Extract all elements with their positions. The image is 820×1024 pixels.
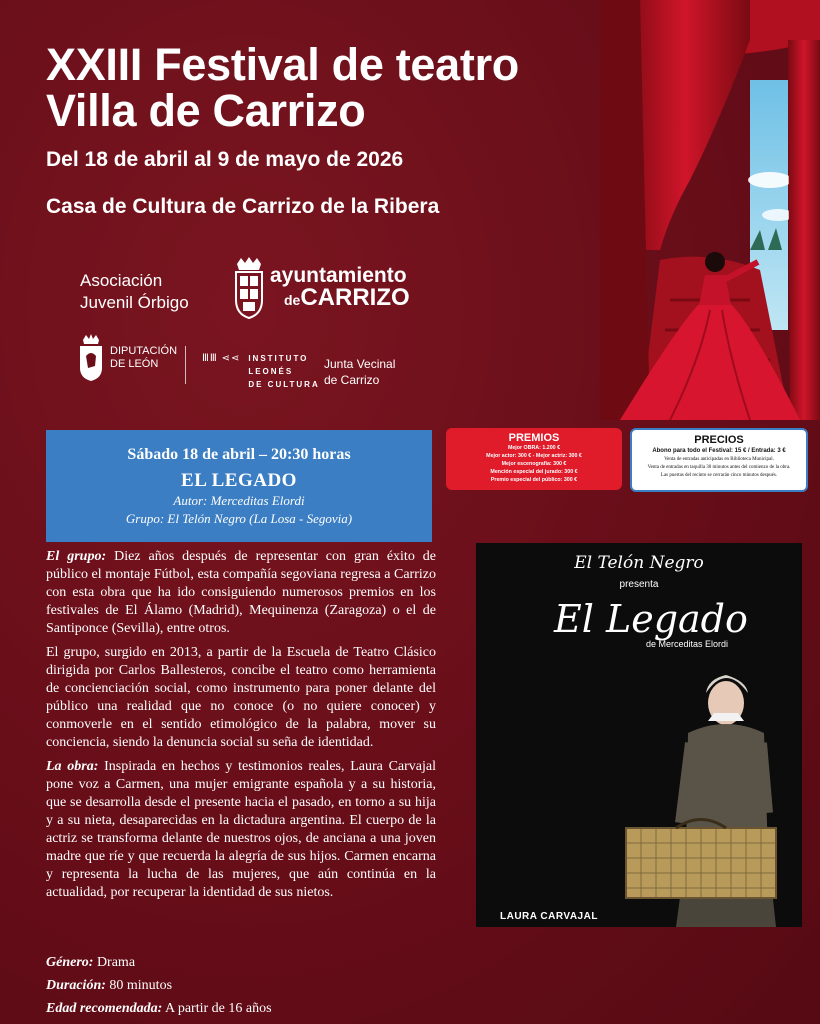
junta-line-2: de Carrizo bbox=[324, 373, 380, 387]
ilc-line-1: INSTITUTO bbox=[248, 354, 309, 363]
diputacion-leon-logo bbox=[78, 334, 177, 382]
play-poster bbox=[476, 543, 802, 927]
ayto-line-2 bbox=[270, 284, 410, 311]
premio-line: Mención especial del jurado: 300 € bbox=[490, 469, 578, 475]
age-row bbox=[46, 1001, 272, 1017]
paragraph-history: El grupo, surgido en 2013, a partir de la Escuela de Teatro Clásico dirigida por Carlos Ballesteros, concibe el teatro como herramienta de concienciación social, como instrumento para poner delante del público una realidad que no conoce (o no quiere conocer) y conmoverle en el sentido etimológico de la palabra, mover su conciencia, siendo la denuncia social su seña de identidad. bbox=[46, 645, 436, 750]
theatre-curtain-illustration bbox=[600, 0, 820, 420]
precio-line: Venta de entradas anticipadas en Biblioteca Municipal. bbox=[664, 457, 774, 462]
asociacion-juvenil-orbigo-logo bbox=[80, 270, 189, 314]
ilc-line-3: DE CULTURA bbox=[248, 380, 320, 389]
event-author: Autor: Merceditas Elordi bbox=[173, 493, 305, 508]
ilc-line-2: LEONÉS bbox=[248, 367, 294, 376]
ayto-carrizo: CARRIZO bbox=[300, 284, 410, 311]
premios-box bbox=[446, 428, 622, 490]
duration-label: Duración: bbox=[46, 978, 106, 993]
ayto-de-prefix: de bbox=[284, 292, 301, 308]
description-text bbox=[46, 548, 436, 908]
paragraph-group bbox=[46, 548, 436, 638]
premios-title: PREMIOS bbox=[508, 432, 560, 444]
actress-illustration bbox=[476, 543, 802, 927]
premio-line: Mejor escenografía: 300 € bbox=[501, 461, 567, 467]
ayuntamiento-carrizo-logo bbox=[232, 256, 410, 320]
precio-line: Venta de entradas en taquilla 30 minutos antes del comienzo de la obra. bbox=[647, 465, 791, 470]
diputacion-line-2: DE LEÓN bbox=[110, 358, 159, 370]
age-label: Edad recomendada: bbox=[46, 1001, 163, 1016]
event-group: Grupo: El Telón Negro (La Losa - Segovia) bbox=[125, 511, 353, 526]
paragraph-play bbox=[46, 758, 436, 902]
festival-dates: Del 18 de abril al 9 de mayo de 2026 bbox=[46, 148, 404, 171]
precio-line: Las puertas del recinto se cerrarán cinco minutos después. bbox=[660, 473, 778, 478]
event-info-box bbox=[46, 430, 432, 542]
poster-presenta: presenta bbox=[619, 579, 659, 590]
assoc-line-1: Asociación bbox=[80, 271, 163, 290]
precios-box bbox=[630, 428, 808, 492]
crown-shield-icon bbox=[232, 256, 266, 320]
logo-divider bbox=[185, 346, 186, 384]
festival-venue: Casa de Cultura de Carrizo de la Ribera bbox=[46, 195, 440, 218]
genre-label: Género: bbox=[46, 955, 94, 970]
junta-line-1: Junta Vecinal bbox=[324, 357, 396, 371]
ilc-mark-icon: ⅢⅢ ⋖⋖ bbox=[202, 353, 241, 364]
genre-value: Drama bbox=[93, 955, 136, 970]
duration-value: 80 minutos bbox=[105, 978, 173, 993]
festival-title bbox=[46, 39, 519, 136]
poster-author: de Merceditas Elordi bbox=[646, 639, 729, 649]
precios-title: PRECIOS bbox=[694, 434, 744, 446]
genre-row bbox=[46, 955, 135, 971]
premio-line: Mejor OBRA: 1.200 € bbox=[507, 445, 561, 451]
premio-line: Premio especial del público: 300 € bbox=[490, 477, 578, 483]
title-line-1: XXIII Festival de teatro bbox=[46, 39, 519, 90]
poster-actress: LAURA CARVAJAL bbox=[500, 911, 598, 922]
ayto-line-1: ayuntamiento bbox=[270, 264, 407, 287]
poster-title: El Legado bbox=[554, 597, 748, 641]
assoc-line-2: Juvenil Órbigo bbox=[80, 293, 189, 312]
play-text: Inspirada en hechos y testimonios reales, Laura Carvajal pone voz a Carmen, una mujer emigrante española y a su historia, que se desarrolla desde el presente hacia el pasado, en torno a su hija y a su nieta, desaparecidas en la dictadura argentina. El cuerpo de la actriz se transforma delante de nuestros ojos, de anciana a una joven madre que ríe y que recuerda la alegría de sus hijos. Carmen encarna y representa la lucha de las mujeres, que aún continúa en la actualidad, por recuperar la identidad de sus nietos. bbox=[46, 759, 436, 900]
precios-main: Abono para todo el Festival: 15 € / Entrada: 3 € bbox=[652, 448, 786, 454]
group-text: Diez años después de representar con gran éxito de público el montaje Fútbol, esta compañía segoviana regresa a Carrizo con esta obra que ha ido consiguiendo numerosos premios en los festivales de El Álamo (Madrid), Mequinenza (Zaragoza) o el de Santiponce (Sevilla), entre otros. bbox=[46, 549, 437, 636]
age-value: A partir de 16 años bbox=[162, 1001, 272, 1016]
event-date: Sábado 18 de abril – 20:30 horas bbox=[127, 446, 351, 463]
premio-line: Mejor actor: 300 € - Mejor actriz: 300 € bbox=[486, 453, 582, 459]
group-label: El grupo: bbox=[46, 549, 107, 564]
play-label: La obra: bbox=[46, 759, 99, 774]
lion-shield-icon bbox=[78, 334, 104, 382]
duration-row bbox=[46, 978, 172, 994]
instituto-leones-cultura-logo bbox=[202, 352, 320, 391]
title-line-2: Villa de Carrizo bbox=[46, 85, 366, 136]
diputacion-line-1: DIPUTACIÓN bbox=[110, 345, 178, 357]
junta-vecinal-logo bbox=[324, 356, 395, 388]
event-title: EL LEGADO bbox=[181, 470, 297, 491]
poster-company: El Telón Negro bbox=[574, 553, 704, 573]
